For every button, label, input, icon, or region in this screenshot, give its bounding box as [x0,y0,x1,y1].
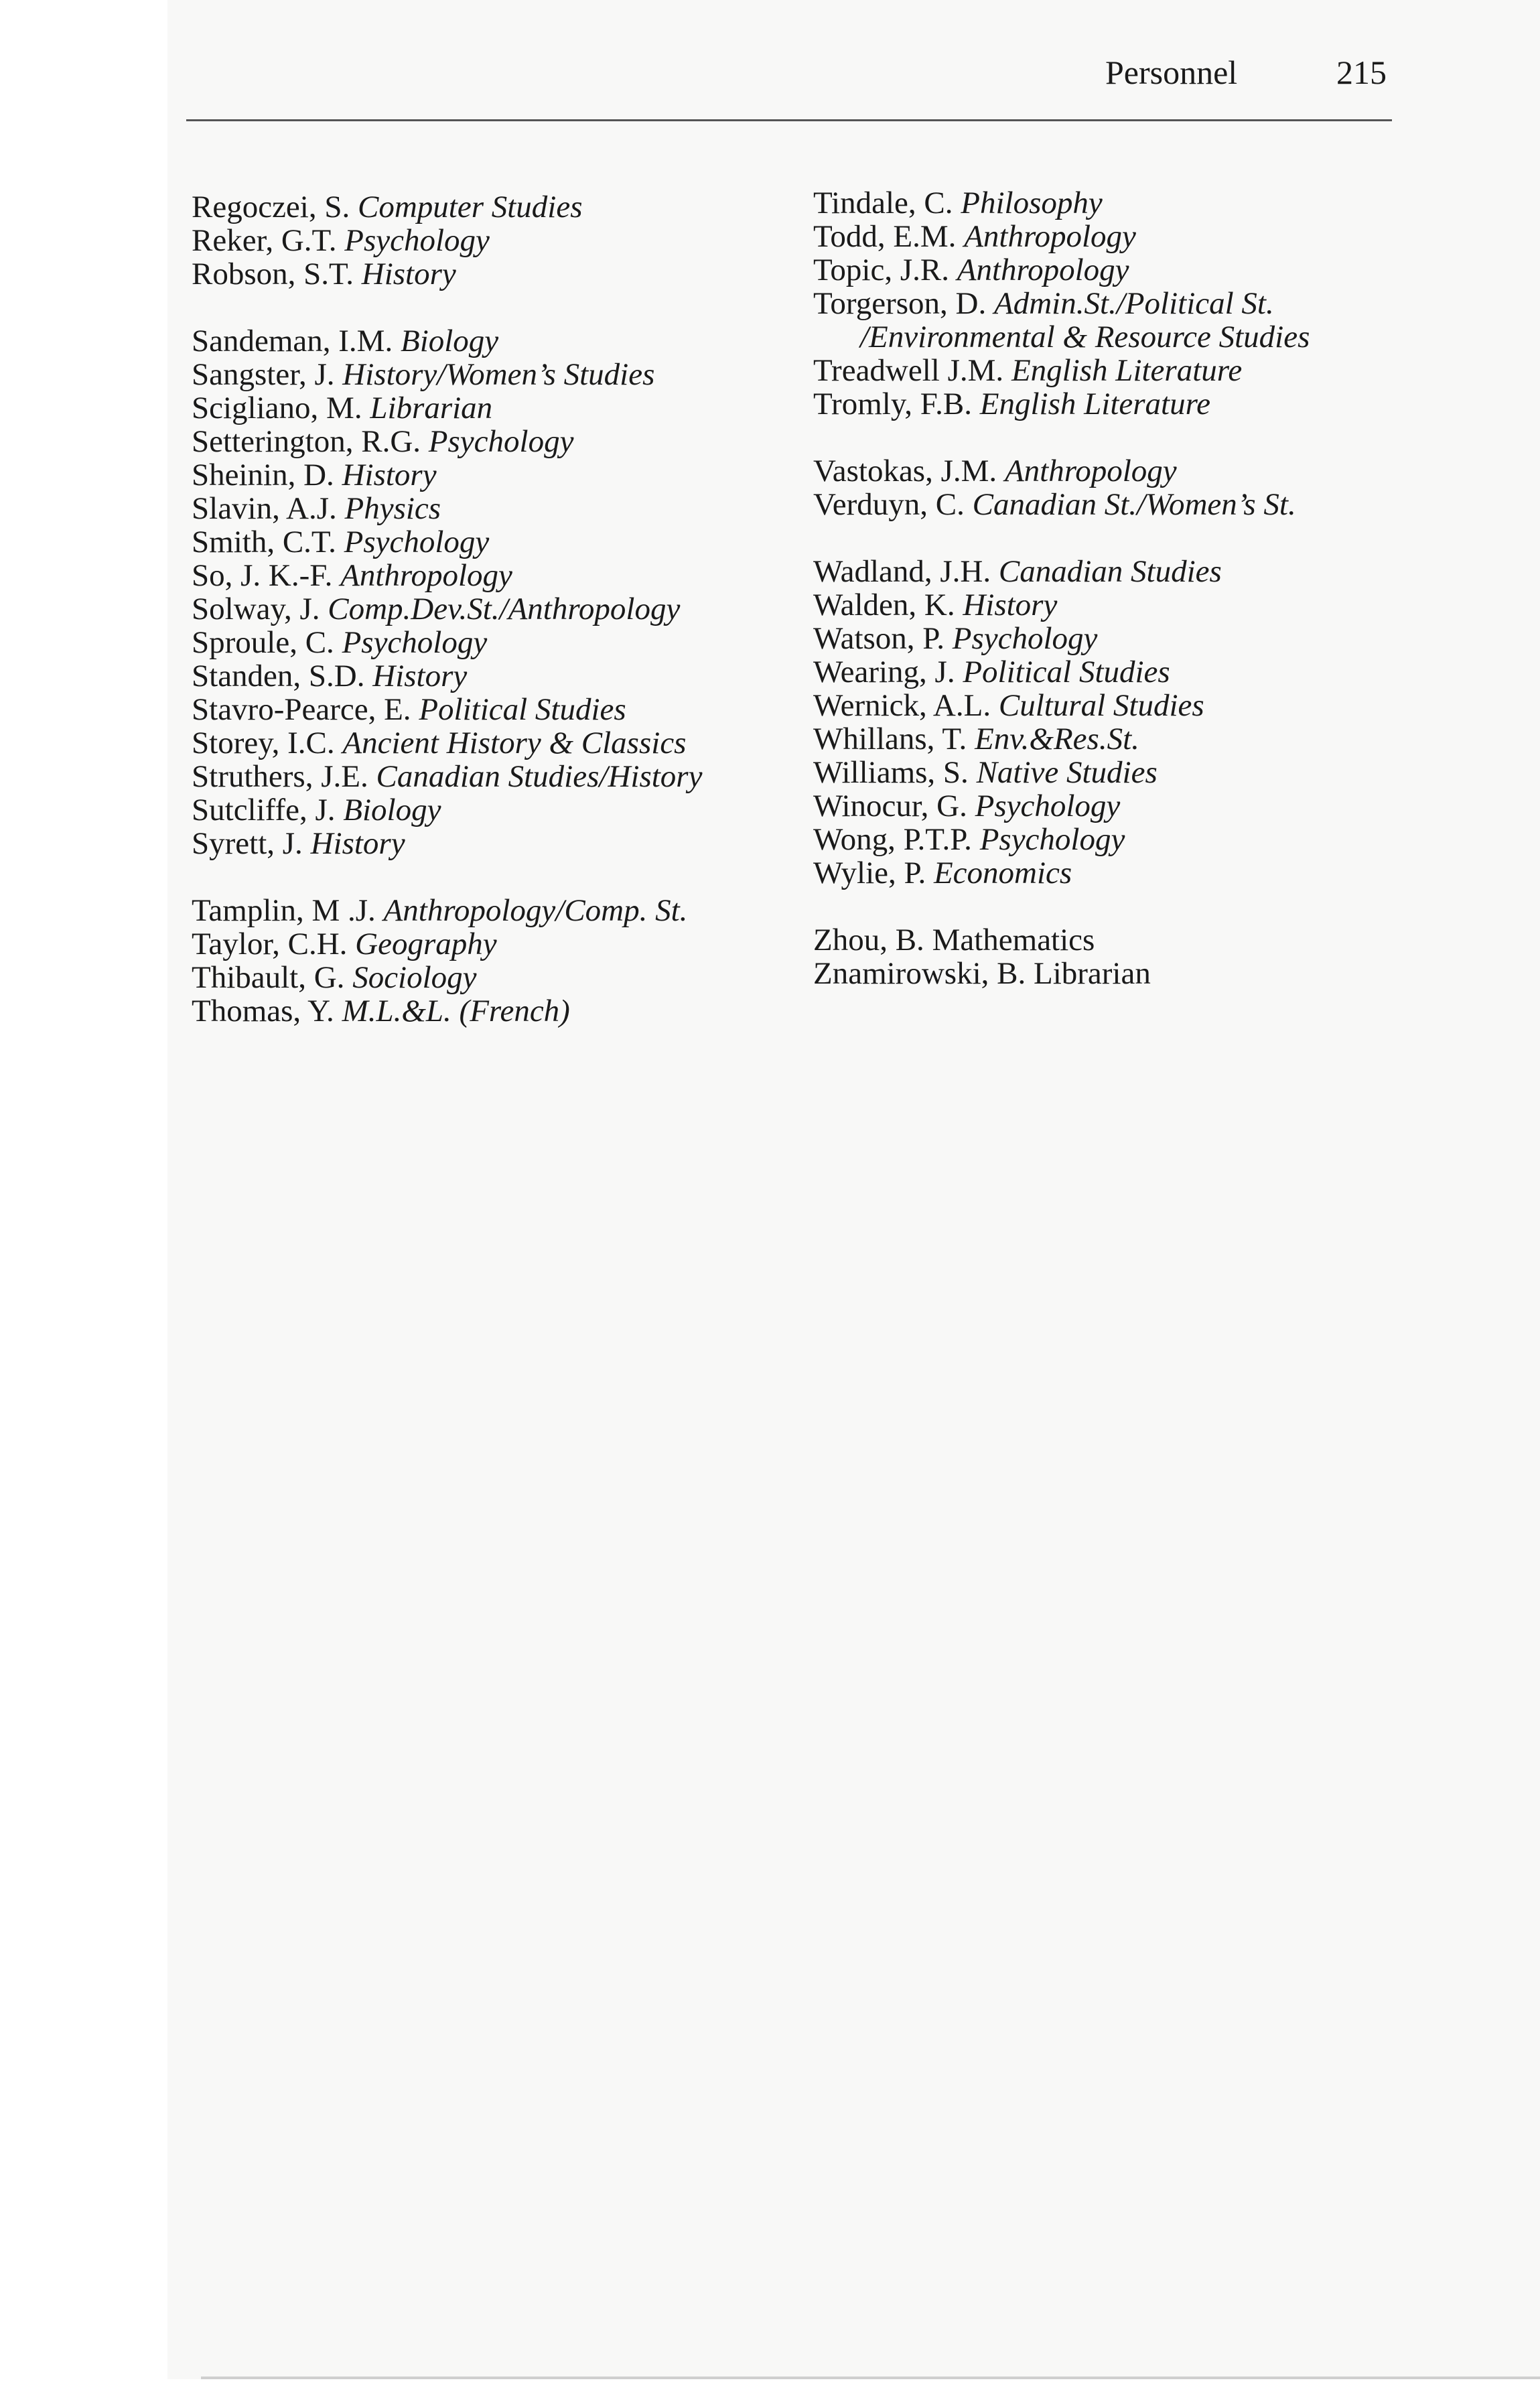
department: Admin.St./Political St. [993,286,1274,321]
person-name: Sangster, J. [192,357,335,392]
department: Canadian St./Women’s St. [972,487,1296,522]
personnel-entry [192,994,794,1028]
personnel-entry [192,827,794,860]
personnel-entry [192,659,794,693]
personnel-entry [813,588,1416,622]
department: Psychology [342,625,488,660]
right-column [813,186,1416,1024]
person-name: Vastokas, J.M. [813,454,997,488]
personnel-entry [813,253,1416,287]
person-name: Winocur, G. [813,789,967,823]
personnel-entry [813,488,1416,521]
left-column [192,190,794,1061]
person-name: So, J. K.-F. [192,558,333,593]
person-name: Tromly, F.B. [813,387,972,421]
person-name: Smith, C.T. [192,525,336,559]
personnel-entry [813,186,1416,220]
personnel-entry [813,689,1416,722]
department: Biology [343,793,441,827]
person-name: Struthers, J.E. [192,759,368,794]
personnel-entry [813,622,1416,655]
personnel-entry [813,923,1416,957]
personnel-entry [192,257,794,291]
department: Biology [400,324,499,358]
personnel-entry [813,387,1416,421]
page-bottom-edge [201,2377,1540,2379]
department: Psychology [979,822,1125,857]
department: Anthropology [957,253,1129,287]
person-name: Whillans, T. [813,722,967,756]
personnel-entry [813,454,1416,488]
department: Anthropology [964,219,1136,254]
page-header [1099,46,1387,99]
person-name: Zhou, B. [813,923,924,957]
department: Env.&Res.St. [975,722,1139,756]
department: History [963,588,1058,622]
department-continuation: /Environmental & Resource Studies [860,320,1310,354]
personnel-entry [813,287,1416,354]
personnel-entry [192,224,794,257]
person-name: Sheinin, D. [192,458,334,492]
personnel-group [192,190,794,291]
department: Philosophy [961,186,1103,220]
personnel-entry [192,425,794,458]
department: Comp.Dev.St./Anthropology [328,592,681,626]
person-name: Robson, S.T. [192,257,354,291]
personnel-entry [192,559,794,592]
person-name: Stavro-Pearce, E. [192,692,411,727]
department: Psychology [952,621,1098,656]
department: Psychology [344,223,490,258]
personnel-entry [192,793,794,827]
personnel-entry [813,220,1416,253]
person-name: Wernick, A.L. [813,688,991,723]
person-name: Tindale, C. [813,186,953,220]
person-name: Thomas, Y. [192,994,334,1028]
person-name: Reker, G.T. [192,223,337,258]
person-name: Williams, S. [813,755,969,790]
department: History [372,659,468,693]
person-name: Syrett, J. [192,826,303,861]
person-name: Sproule, C. [192,625,334,660]
person-name: Wylie, P. [813,856,926,890]
personnel-group [813,555,1416,890]
department: Anthropology/Comp. St. [383,893,688,928]
personnel-entry [192,760,794,793]
personnel-entry [192,693,794,726]
department: Anthropology [340,558,512,593]
person-name: Wearing, J. [813,655,955,689]
personnel-entry [192,961,794,994]
person-name: Storey, I.C. [192,726,335,760]
person-name: Slavin, A.J. [192,491,337,526]
person-name: Sutcliffe, J. [192,793,336,827]
personnel-entry [192,626,794,659]
person-name: Wong, P.T.P. [813,822,972,857]
department: Computer Studies [358,190,583,224]
personnel-entry [192,726,794,760]
personnel-entry [192,358,794,391]
department: Psychology [344,525,490,559]
department: Psychology [975,789,1121,823]
personnel-group [813,923,1416,990]
department: Economics [933,856,1072,890]
running-title: Personnel [1105,54,1238,91]
person-name: Thibault, G. [192,960,345,995]
personnel-group [192,324,794,860]
department: Librarian [1033,956,1151,991]
personnel-entry [813,856,1416,890]
personnel-entry [192,190,794,224]
personnel-entry [813,655,1416,689]
personnel-group [813,186,1416,421]
person-name: Taylor, C.H. [192,927,348,961]
person-name: Scigliano, M. [192,391,362,425]
personnel-group [192,894,794,1028]
department: Physics [344,491,441,526]
department: M.L.&L. (French) [342,994,570,1028]
personnel-entry [813,789,1416,823]
person-name: Walden, K. [813,588,955,622]
personnel-entry [192,894,794,927]
person-name: Regoczei, S. [192,190,350,224]
person-name: Verduyn, C. [813,487,965,522]
department: Political Studies [963,655,1170,689]
department: History [361,257,456,291]
person-name: Treadwell J.M. [813,353,1004,388]
department: Canadian Studies/History [376,759,703,794]
person-name: Watson, P. [813,621,944,656]
person-name: Setterington, R.G. [192,424,421,459]
department: Sociology [352,960,477,995]
department: Geography [355,927,497,961]
department: English Literature [979,387,1210,421]
department: History [310,826,405,861]
person-name: Standen, S.D. [192,659,365,693]
department: History [342,458,437,492]
personnel-entry [192,391,794,425]
department: Mathematics [932,923,1095,957]
personnel-entry [192,525,794,559]
personnel-entry [192,458,794,492]
personnel-entry [192,324,794,358]
department: Political Studies [419,692,626,727]
page-number: 215 [1336,54,1387,91]
department: Anthropology [1004,454,1177,488]
person-name: Solway, J. [192,592,320,626]
personnel-entry [813,354,1416,387]
department: Native Studies [976,755,1158,790]
header-rule [186,119,1392,121]
department: Psychology [428,424,574,459]
personnel-group [813,454,1416,521]
person-name: Sandeman, I.M. [192,324,393,358]
person-name: Tamplin, M .J. [192,893,376,928]
department: Cultural Studies [998,688,1204,723]
personnel-entry [813,722,1416,756]
personnel-entry [813,957,1416,990]
person-name: Todd, E.M. [813,219,957,254]
personnel-entry [813,756,1416,789]
personnel-entry [192,592,794,626]
department: Ancient History & Classics [342,726,687,760]
person-name: Topic, J.R. [813,253,949,287]
department: Librarian [370,391,493,425]
personnel-entry [192,927,794,961]
department: Canadian Studies [998,554,1222,589]
personnel-entry [813,823,1416,856]
department: History/Women’s Studies [342,357,655,392]
department: English Literature [1011,353,1243,388]
person-name: Torgerson, D. [813,286,987,321]
person-name: Wadland, J.H. [813,554,991,589]
personnel-entry [192,492,794,525]
personnel-entry [813,555,1416,588]
person-name: Znamirowski, B. [813,956,1026,991]
